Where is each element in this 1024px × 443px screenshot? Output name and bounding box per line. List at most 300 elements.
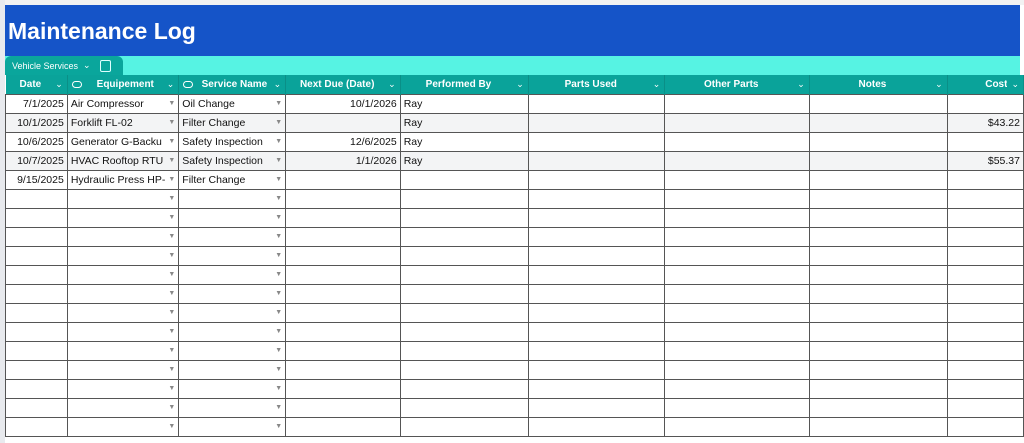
cell-5[interactable]: [528, 303, 665, 322]
cell-8[interactable]: [947, 284, 1023, 303]
cell-2[interactable]: [179, 265, 286, 284]
cell-value: 9/15/2025: [17, 173, 64, 186]
dropdown-arrow-icon[interactable]: ▼: [275, 366, 283, 373]
column-header-content: [533, 79, 661, 90]
cell-4[interactable]: [400, 246, 528, 265]
cell-0[interactable]: [6, 170, 68, 189]
cell-5[interactable]: [528, 379, 665, 398]
table-row: [6, 379, 1024, 398]
cell-content: [404, 98, 525, 110]
cell-2[interactable]: [179, 360, 286, 379]
cell-5[interactable]: [528, 151, 665, 170]
column-header-next-due-date[interactable]: [286, 75, 401, 94]
filter-chevron-icon[interactable]: ⌄: [935, 78, 943, 89]
cell-8[interactable]: [947, 208, 1023, 227]
cell-0[interactable]: [6, 322, 68, 341]
table-row: [6, 284, 1024, 303]
cell-7[interactable]: [809, 151, 947, 170]
table-row: [6, 113, 1024, 132]
column-header-content: [72, 79, 174, 90]
cell-content: [182, 366, 282, 373]
cell-content: [71, 233, 175, 240]
cell-1[interactable]: [67, 94, 178, 113]
cell-2[interactable]: [179, 189, 286, 208]
table-row: [6, 132, 1024, 151]
cell-0[interactable]: [6, 227, 68, 246]
column-header-label: Performed By: [425, 78, 492, 90]
cell-6[interactable]: [665, 265, 809, 284]
cell-8[interactable]: [947, 303, 1023, 322]
cell-2[interactable]: [179, 379, 286, 398]
cell-5[interactable]: [528, 113, 665, 132]
cell-6[interactable]: [665, 227, 809, 246]
cell-6[interactable]: [665, 189, 809, 208]
dropdown-arrow-icon[interactable]: ▼: [168, 347, 176, 354]
cell-7[interactable]: [809, 265, 947, 284]
dropdown-arrow-icon[interactable]: ▼: [275, 328, 283, 335]
column-header-label: Service Name: [201, 78, 268, 90]
cell-5[interactable]: [528, 417, 665, 436]
cell-content: [182, 214, 282, 221]
cell-3[interactable]: [286, 170, 401, 189]
cell-1[interactable]: [67, 360, 178, 379]
cell-1[interactable]: [67, 151, 178, 170]
cell-value: Filter Change: [182, 116, 246, 129]
cell-value: 7/1/2025: [22, 97, 64, 110]
chevron-down-icon[interactable]: ⌄: [83, 60, 91, 70]
column-header-content: [669, 79, 804, 90]
cell-4[interactable]: [400, 208, 528, 227]
cell-content: [182, 252, 282, 259]
dropdown-column-icon: [183, 81, 193, 88]
cell-content: [182, 385, 282, 392]
cell-5[interactable]: [528, 360, 665, 379]
tab-label: Vehicle Services: [12, 60, 79, 71]
cell-6[interactable]: [665, 94, 809, 113]
cell-5[interactable]: [528, 246, 665, 265]
cell-content: [182, 117, 282, 129]
table-row: [6, 151, 1024, 170]
dropdown-arrow-icon[interactable]: ▼: [275, 347, 283, 354]
cell-8[interactable]: [947, 360, 1023, 379]
column-header-performed-by[interactable]: [400, 75, 528, 94]
cell-7[interactable]: [809, 379, 947, 398]
cell-content: [71, 214, 175, 221]
column-header-parts-used[interactable]: [528, 75, 665, 94]
cell-7[interactable]: [809, 227, 947, 246]
sheet-view-icon[interactable]: [100, 60, 111, 72]
cell-7[interactable]: [809, 94, 947, 113]
cell-2[interactable]: [179, 227, 286, 246]
cell-6[interactable]: [665, 379, 809, 398]
column-header-cost[interactable]: [947, 75, 1023, 94]
cell-4[interactable]: [400, 341, 528, 360]
cell-value: Ray: [403, 135, 423, 148]
cell-4[interactable]: [400, 189, 528, 208]
cell-7[interactable]: [809, 341, 947, 360]
cell-content: [71, 385, 175, 392]
dropdown-arrow-icon[interactable]: ▼: [168, 366, 176, 373]
cell-1[interactable]: [67, 265, 178, 284]
dropdown-arrow-icon[interactable]: ▼: [275, 176, 283, 183]
cell-8[interactable]: [947, 94, 1023, 113]
cell-4[interactable]: [400, 322, 528, 341]
cell-8[interactable]: [947, 113, 1023, 132]
cell-4[interactable]: [400, 398, 528, 417]
cell-3[interactable]: [286, 227, 401, 246]
cell-2[interactable]: [179, 170, 286, 189]
cell-4[interactable]: [400, 265, 528, 284]
cell-content: [9, 98, 64, 110]
cell-5[interactable]: [528, 322, 665, 341]
cell-8[interactable]: [947, 189, 1023, 208]
cell-0[interactable]: [6, 151, 68, 170]
cell-7[interactable]: [809, 246, 947, 265]
cell-content: [71, 347, 175, 354]
cell-4[interactable]: [400, 94, 528, 113]
cell-4[interactable]: [400, 379, 528, 398]
cell-value: Generator G-Backu: [70, 135, 162, 148]
cell-5[interactable]: [528, 132, 665, 151]
cell-content: [71, 117, 175, 129]
column-header-label: Cost: [985, 78, 1008, 90]
cell-2[interactable]: [179, 208, 286, 227]
cell-4[interactable]: [400, 151, 528, 170]
column-header-content: [814, 79, 943, 90]
cell-content: [71, 290, 175, 297]
cell-3[interactable]: [286, 94, 401, 113]
cell-1[interactable]: [67, 113, 178, 132]
cell-3[interactable]: [286, 322, 401, 341]
column-header-content: [952, 79, 1019, 90]
cell-6[interactable]: [665, 360, 809, 379]
cell-8[interactable]: [947, 246, 1023, 265]
cell-content: [182, 309, 282, 316]
table-row: [6, 94, 1024, 113]
cell-content: [404, 117, 525, 129]
cell-5[interactable]: [528, 341, 665, 360]
cell-content: [71, 404, 175, 411]
dropdown-arrow-icon[interactable]: ▼: [275, 233, 283, 240]
cell-2[interactable]: [179, 113, 286, 132]
cell-content: [9, 155, 64, 167]
cell-4[interactable]: [400, 284, 528, 303]
cell-value: HVAC Rooftop RTU: [70, 154, 164, 167]
cell-6[interactable]: [665, 208, 809, 227]
cell-value: 10/7/2025: [17, 154, 64, 167]
cell-1[interactable]: [67, 284, 178, 303]
dropdown-arrow-icon[interactable]: ▼: [275, 157, 283, 164]
cell-content: [182, 290, 282, 297]
dropdown-arrow-icon[interactable]: ▼: [168, 290, 176, 297]
page-title: Maintenance Log: [5, 5, 1020, 56]
cell-content: [182, 136, 282, 148]
cell-4[interactable]: [400, 227, 528, 246]
cell-content: [71, 252, 175, 259]
cell-0[interactable]: [6, 132, 68, 151]
cell-6[interactable]: [665, 322, 809, 341]
cell-8[interactable]: [947, 151, 1023, 170]
cell-1[interactable]: [67, 322, 178, 341]
dropdown-arrow-icon[interactable]: ▼: [275, 119, 283, 126]
cell-content: [182, 404, 282, 411]
cell-2[interactable]: [179, 398, 286, 417]
filter-chevron-icon[interactable]: ⌄: [55, 78, 63, 89]
cell-3[interactable]: [286, 360, 401, 379]
dropdown-arrow-icon[interactable]: ▼: [168, 328, 176, 335]
cell-value: Oil Change: [182, 97, 235, 110]
filter-chevron-icon[interactable]: ⌄: [652, 78, 661, 89]
cell-6[interactable]: [665, 303, 809, 322]
cell-0[interactable]: [6, 265, 68, 284]
cell-0[interactable]: [6, 303, 68, 322]
cell-3[interactable]: [286, 265, 401, 284]
dropdown-arrow-icon[interactable]: ▼: [275, 214, 283, 221]
cell-5[interactable]: [528, 227, 665, 246]
cell-5[interactable]: [528, 398, 665, 417]
cell-content: [289, 155, 397, 167]
cell-content: [9, 174, 64, 186]
cell-3[interactable]: [286, 417, 401, 436]
dropdown-arrow-icon[interactable]: ▼: [168, 252, 176, 259]
cell-7[interactable]: [809, 322, 947, 341]
cell-1[interactable]: [67, 398, 178, 417]
cell-0[interactable]: [6, 417, 68, 436]
cell-content: [951, 155, 1020, 167]
cell-value: 10/1/2026: [350, 97, 397, 110]
table-row: [6, 227, 1024, 246]
cell-3[interactable]: [286, 151, 401, 170]
cell-7[interactable]: [809, 170, 947, 189]
cell-8[interactable]: [947, 170, 1023, 189]
cell-0[interactable]: [6, 113, 68, 132]
column-header-equipement[interactable]: [67, 75, 178, 94]
cell-content: [182, 174, 282, 186]
cell-3[interactable]: [286, 208, 401, 227]
cell-2[interactable]: [179, 303, 286, 322]
cell-value: Safety Inspection: [182, 154, 263, 167]
table-row: [6, 246, 1024, 265]
cell-0[interactable]: [6, 189, 68, 208]
filter-chevron-icon[interactable]: ⌄: [1011, 78, 1019, 89]
dropdown-arrow-icon[interactable]: ▼: [275, 138, 283, 145]
cell-5[interactable]: [528, 170, 665, 189]
cell-3[interactable]: [286, 341, 401, 360]
cell-7[interactable]: [809, 360, 947, 379]
cell-content: [71, 98, 175, 110]
cell-6[interactable]: [665, 151, 809, 170]
column-header-label: Notes: [858, 78, 887, 90]
cell-1[interactable]: [67, 303, 178, 322]
cell-content: [71, 271, 175, 278]
column-header-date[interactable]: [6, 75, 68, 94]
cell-content: [9, 117, 64, 129]
cell-value: $55.37: [987, 154, 1020, 167]
cell-1[interactable]: [67, 341, 178, 360]
cell-content: [71, 136, 175, 148]
cell-7[interactable]: [809, 113, 947, 132]
dropdown-arrow-icon[interactable]: ▼: [168, 233, 176, 240]
cell-0[interactable]: [6, 379, 68, 398]
cell-1[interactable]: [67, 208, 178, 227]
column-header-other-parts[interactable]: [665, 75, 809, 94]
dropdown-arrow-icon[interactable]: ▼: [275, 100, 283, 107]
dropdown-arrow-icon[interactable]: ▼: [168, 119, 176, 126]
cell-4[interactable]: [400, 303, 528, 322]
cell-2[interactable]: [179, 322, 286, 341]
dropdown-arrow-icon[interactable]: ▼: [168, 214, 176, 221]
cell-0[interactable]: [6, 94, 68, 113]
cell-4[interactable]: [400, 360, 528, 379]
cell-content: [182, 347, 282, 354]
cell-1[interactable]: [67, 379, 178, 398]
cell-5[interactable]: [528, 265, 665, 284]
dropdown-arrow-icon[interactable]: ▼: [275, 271, 283, 278]
cell-2[interactable]: [179, 284, 286, 303]
cell-3[interactable]: [286, 303, 401, 322]
cell-8[interactable]: [947, 417, 1023, 436]
table-row: [6, 189, 1024, 208]
cell-6[interactable]: [665, 170, 809, 189]
dropdown-arrow-icon[interactable]: ▼: [168, 309, 176, 316]
cell-3[interactable]: [286, 246, 401, 265]
cell-6[interactable]: [665, 341, 809, 360]
dropdown-column-icon: [72, 81, 82, 88]
dropdown-arrow-icon[interactable]: ▼: [168, 423, 176, 430]
cell-value: Filter Change: [182, 173, 246, 186]
dropdown-arrow-icon[interactable]: ▼: [168, 176, 176, 183]
dropdown-arrow-icon[interactable]: ▼: [168, 157, 176, 164]
cell-8[interactable]: [947, 265, 1023, 284]
cell-7[interactable]: [809, 284, 947, 303]
cell-content: [182, 271, 282, 278]
dropdown-arrow-icon[interactable]: ▼: [275, 309, 283, 316]
cell-1[interactable]: [67, 170, 178, 189]
cell-0[interactable]: [6, 246, 68, 265]
cell-content: [71, 423, 175, 430]
cell-1[interactable]: [67, 227, 178, 246]
cell-7[interactable]: [809, 132, 947, 151]
cell-3[interactable]: [286, 398, 401, 417]
column-header-notes[interactable]: [809, 75, 947, 94]
cell-1[interactable]: [67, 189, 178, 208]
cell-0[interactable]: [6, 341, 68, 360]
dropdown-arrow-icon[interactable]: ▼: [168, 138, 176, 145]
cell-4[interactable]: [400, 170, 528, 189]
dropdown-arrow-icon[interactable]: ▼: [275, 385, 283, 392]
cell-content: [404, 136, 525, 148]
dropdown-arrow-icon[interactable]: ▼: [275, 423, 283, 430]
dropdown-arrow-icon[interactable]: ▼: [275, 290, 283, 297]
cell-content: [182, 195, 282, 202]
cell-8[interactable]: [947, 132, 1023, 151]
cell-8[interactable]: [947, 379, 1023, 398]
column-header-service-name[interactable]: [179, 75, 286, 94]
cell-2[interactable]: [179, 151, 286, 170]
cell-2[interactable]: [179, 417, 286, 436]
cell-1[interactable]: [67, 417, 178, 436]
cell-6[interactable]: [665, 398, 809, 417]
cell-content: [404, 155, 525, 167]
cell-8[interactable]: [947, 322, 1023, 341]
filter-chevron-icon[interactable]: ⌄: [388, 78, 396, 89]
cell-0[interactable]: [6, 398, 68, 417]
cell-3[interactable]: [286, 189, 401, 208]
cell-content: [71, 174, 175, 186]
cell-value: 12/6/2025: [350, 135, 397, 148]
cell-7[interactable]: [809, 303, 947, 322]
dropdown-arrow-icon[interactable]: ▼: [275, 404, 283, 411]
cell-6[interactable]: [665, 284, 809, 303]
cell-1[interactable]: [67, 132, 178, 151]
cell-2[interactable]: [179, 132, 286, 151]
cell-1[interactable]: [67, 246, 178, 265]
cell-5[interactable]: [528, 189, 665, 208]
dropdown-arrow-icon[interactable]: ▼: [168, 195, 176, 202]
dropdown-arrow-icon[interactable]: ▼: [168, 271, 176, 278]
cell-3[interactable]: [286, 113, 401, 132]
filter-chevron-icon[interactable]: ⌄: [166, 78, 175, 89]
cell-2[interactable]: [179, 94, 286, 113]
cell-3[interactable]: [286, 132, 401, 151]
cell-content: [71, 155, 175, 167]
cell-6[interactable]: [665, 132, 809, 151]
cell-6[interactable]: [665, 113, 809, 132]
cell-7[interactable]: [809, 208, 947, 227]
cell-4[interactable]: [400, 132, 528, 151]
cell-5[interactable]: [528, 284, 665, 303]
dropdown-arrow-icon[interactable]: ▼: [275, 195, 283, 202]
dropdown-arrow-icon[interactable]: ▼: [168, 385, 176, 392]
dropdown-arrow-icon[interactable]: ▼: [168, 100, 176, 107]
cell-8[interactable]: [947, 398, 1023, 417]
dropdown-arrow-icon[interactable]: ▼: [168, 404, 176, 411]
cell-5[interactable]: [528, 94, 665, 113]
column-header-label: Date: [19, 78, 42, 90]
cell-value: Ray: [403, 116, 423, 129]
cell-7[interactable]: [809, 417, 947, 436]
cell-5[interactable]: [528, 208, 665, 227]
cell-2[interactable]: [179, 246, 286, 265]
table-row: [6, 417, 1024, 436]
cell-value: $43.22: [987, 116, 1020, 129]
cell-value: Forklift FL-02: [70, 116, 133, 129]
cell-7[interactable]: [809, 189, 947, 208]
cell-8[interactable]: [947, 227, 1023, 246]
cell-3[interactable]: [286, 379, 401, 398]
cell-4[interactable]: [400, 113, 528, 132]
filter-chevron-icon[interactable]: ⌄: [797, 78, 805, 89]
cell-7[interactable]: [809, 398, 947, 417]
cell-2[interactable]: [179, 341, 286, 360]
cell-3[interactable]: [286, 284, 401, 303]
column-header-label: Next Due (Date): [299, 78, 375, 90]
cell-0[interactable]: [6, 284, 68, 303]
cell-4[interactable]: [400, 417, 528, 436]
cell-6[interactable]: [665, 417, 809, 436]
cell-content: [182, 423, 282, 430]
cell-0[interactable]: [6, 360, 68, 379]
cell-value: Ray: [403, 97, 423, 110]
column-header-content: [183, 79, 281, 90]
filter-chevron-icon[interactable]: ⌄: [516, 78, 524, 89]
tab-vehicle-services[interactable]: [5, 56, 123, 75]
filter-chevron-icon[interactable]: ⌄: [273, 78, 282, 89]
dropdown-arrow-icon[interactable]: ▼: [275, 252, 283, 259]
cell-8[interactable]: [947, 341, 1023, 360]
cell-0[interactable]: [6, 208, 68, 227]
cell-6[interactable]: [665, 246, 809, 265]
